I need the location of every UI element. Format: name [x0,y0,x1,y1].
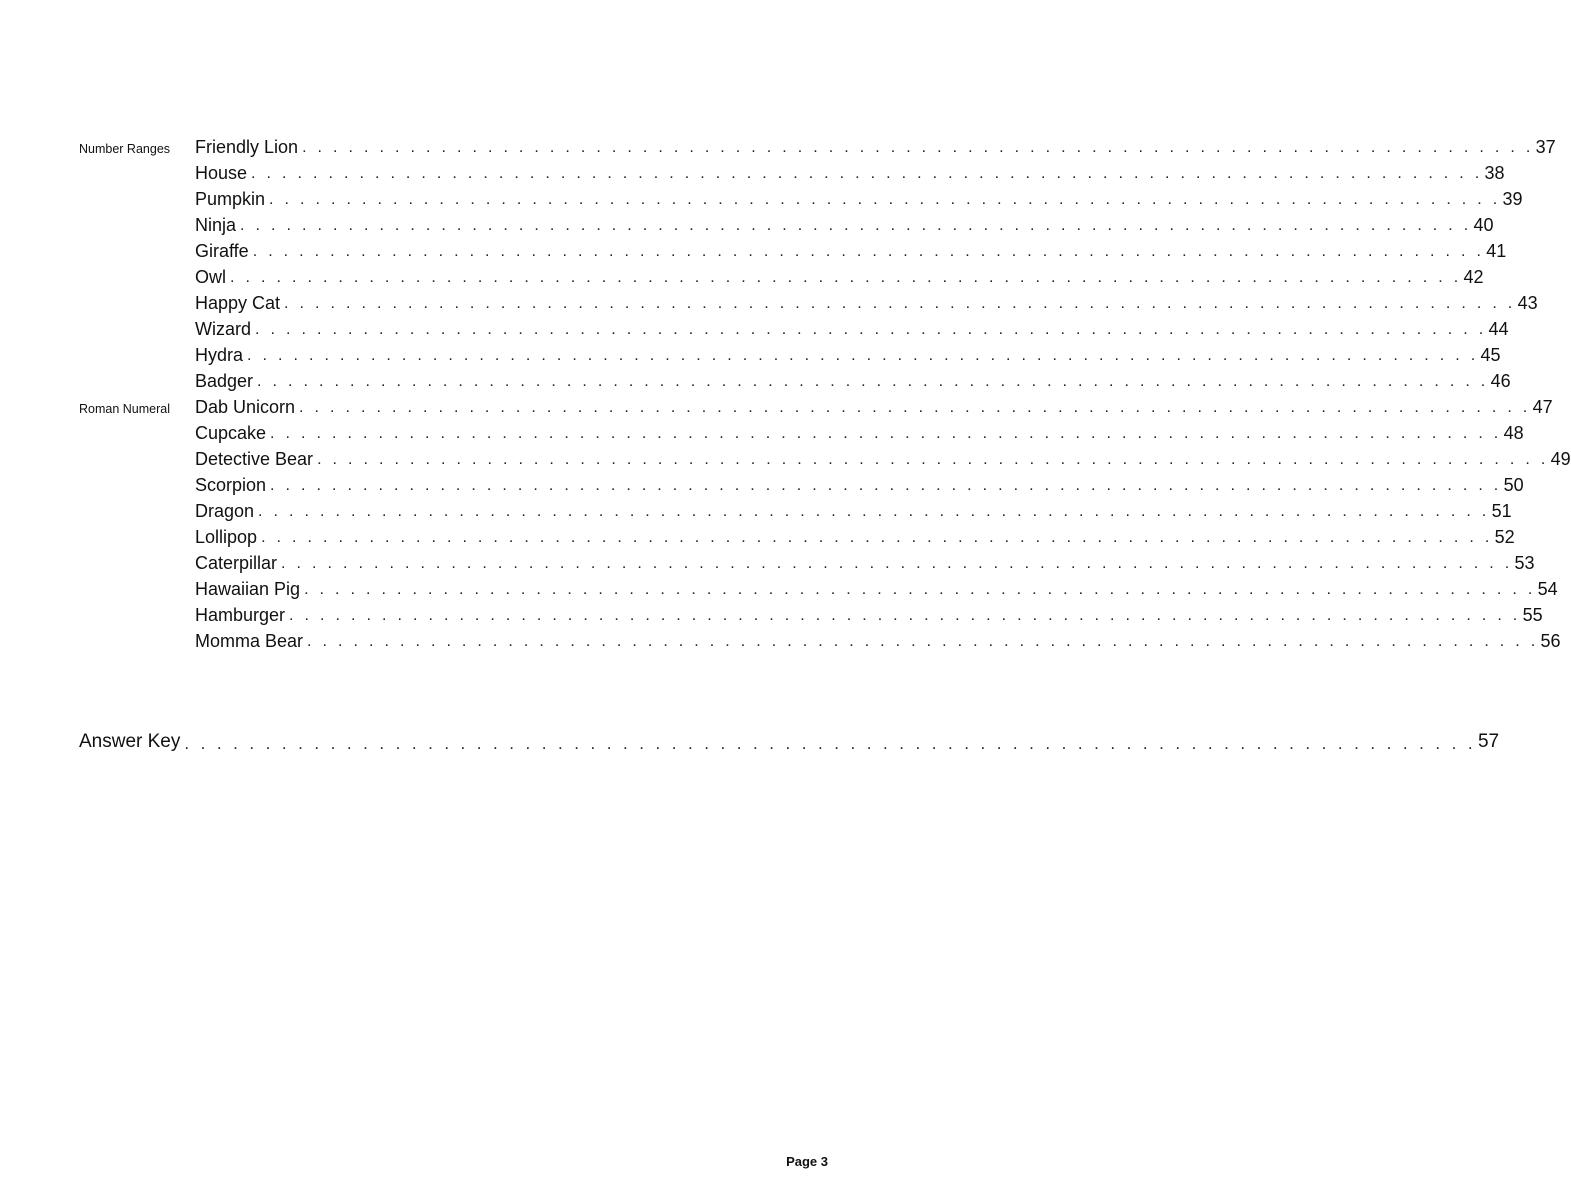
toc-row[interactable] [0,602,1543,628]
dot-leader: . . . . . . . . . . . . . . . . . . . . . . . . . . . . . . . . . . . . . . . . . . . . . . . . . . . . . . . . . . . . . . . . . . . . . . . . . . . . . . . . [269,191,1501,208]
toc-row[interactable] [0,186,1523,212]
entry-page: 54 [1537,579,1558,599]
entry-title: Lollipop [195,527,258,547]
dot-leader: . . . . . . . . . . . . . . . . . . . . . . . . . . . . . . . . . . . . . . . . . . . . . . . . . . . . . . . . . . . . . . . . . . . . . . . . . . . . . . . . [307,633,1539,650]
toc-row[interactable] [0,420,1524,446]
dot-leader: . . . . . . . . . . . . . . . . . . . . . . . . . . . . . . . . . . . . . . . . . . . . . . . . . . . . . . . . . . . . . . . . . . . . . . . . . . . . . . . . [302,139,1534,156]
entry-page: 40 [1473,215,1494,235]
toc-row[interactable] [0,368,1511,394]
entry-title: Cupcake [195,423,267,443]
dot-leader: . . . . . . . . . . . . . . . . . . . . . . . . . . . . . . . . . . . . . . . . . . . . . . . . . . . . . . . . . . . . . . . . . . . . . . . . . . . . . . . . [257,373,1489,390]
entry-page: 55 [1522,605,1543,625]
entry-page: 45 [1480,345,1501,365]
entry-page: 37 [1535,137,1556,157]
entry-title: Dab Unicorn [195,397,296,417]
dot-leader: . . . . . . . . . . . . . . . . . . . . . . . . . . . . . . . . . . . . . . . . . . . . . . . . . . . . . . . . . . . . . . . . . . . . . . . . . . . . . . . . [240,217,1472,234]
dot-leader: . . . . . . . . . . . . . . . . . . . . . . . . . . . . . . . . . . . . . . . . . . . . . . . . . . . . . . . . . . . . . . . . . . . . . . . . . . . . . . . . [299,399,1531,416]
entry-title: Hydra [195,345,244,365]
dot-leader: . . . . . . . . . . . . . . . . . . . . . . . . . . . . . . . . . . . . . . . . . . . . . . . . . . . . . . . . . . . . . . . . . . . . . . . . . . . . . . . . [270,425,1502,442]
entry-page: 49 [1550,449,1571,469]
dot-leader: . . . . . . . . . . . . . . . . . . . . . . . . . . . . . . . . . . . . . . . . . . . . . . . . . . . . . . . . . . . . . . . . . . . . . . . . . . . . . . . . [281,555,1513,572]
dot-leader: . . . . . . . . . . . . . . . . . . . . . . . . . . . . . . . . . . . . . . . . . . . . . . . . . . . . . . . . . . . . . . . . . . . . . . . . . . . . . . . . [247,347,1479,364]
toc-row[interactable] [0,498,1512,524]
entry-page: 53 [1514,553,1535,573]
section-label: Roman Numeral [79,402,171,416]
entry-title: Dragon [195,501,255,521]
entry-title: Hawaiian Pig [195,579,301,599]
entry-page: 39 [1502,189,1523,209]
section-label: Number Ranges [79,142,171,156]
dot-leader: . . . . . . . . . . . . . . . . . . . . . . . . . . . . . . . . . . . . . . . . . . . . . . . . . . . . . . . . . . . . . . . . . . . . . . . . . . . . . . . . [261,529,1493,546]
entry-page: 38 [1484,163,1505,183]
entry-title: Wizard [195,319,252,339]
answer-key-title: Answer Key [79,731,181,752]
entry-page: 51 [1491,501,1512,521]
entry-title: Pumpkin [195,189,266,209]
toc-row[interactable] [0,212,1494,238]
toc-row[interactable] [0,238,1507,264]
dot-leader: . . . . . . . . . . . . . . . . . . . . . . . . . . . . . . . . . . . . . . . . . . . . . . . . . . . . . . . . . . . . . . . . . . . . . . . . . . . . . . . . [258,503,1490,520]
entry-title: Friendly Lion [195,137,299,157]
toc-row[interactable] [0,342,1501,368]
entry-title: Owl [195,267,226,287]
entry-page: 42 [1463,267,1484,287]
dot-leader: . . . . . . . . . . . . . . . . . . . . . . . . . . . . . . . . . . . . . . . . . . . . . . . . . . . . . . . . . . . . . . . . . . . . . . . . . . . . . . . . [252,243,1485,260]
dot-leader: . . . . . . . . . . . . . . . . . . . . . . . . . . . . . . . . . . . . . . . . . . . . . . . . . . . . . . . . . . . . . . . . . . . . . . . . . . . . . . . . [317,451,1549,468]
toc-row[interactable] [0,134,1556,160]
entry-page: 48 [1503,423,1524,443]
dot-leader: . . . . . . . . . . . . . . . . . . . . . . . . . . . . . . . . . . . . . . . . . . . . . . . . . . . . . . . . . . . . . . . . . . . . . . . . . . . . . . . . [270,477,1502,494]
toc-row[interactable] [0,472,1524,498]
dot-leader: . . . . . . . . . . . . . . . . . . . . . . . . . . . . . . . . . . . . . . . . . . . . . . . . . . . . . . . . . . . . . . . . . . . . . . . . . . . . . . . . [304,581,1536,598]
entry-title: Momma Bear [195,631,304,651]
dot-leader: . . . . . . . . . . . . . . . . . . . . . . . . . . . . . . . . . . . . . . . . . . . . . . . . . . . . . . . . . . . . . . . . . . . . . . . . . . . . . . . . [284,295,1516,312]
table-of-contents [0,134,1571,654]
toc-row[interactable] [0,628,1561,654]
dot-leader: . . . . . . . . . . . . . . . . . . . . . . . . . . . . . . . . . . . . . . . . . . . . . . . . . . . . . . . . . . . . . . . . . . . . . . . . . . . . . . . . [289,607,1521,624]
toc-row[interactable] [0,394,1553,420]
entry-page: 56 [1540,631,1561,651]
toc-row[interactable] [0,550,1535,576]
dot-leader: . . . . . . . . . . . . . . . . . . . . . . . . . . . . . . . . . . . . . . . . . . . . . . . . . . . . . . . . . . . . . . . . . . . . . . . . . . . . . . . . [230,269,1462,286]
entry-title: Badger [195,371,254,391]
entry-page: 52 [1494,527,1515,547]
dot-leader: . . . . . . . . . . . . . . . . . . . . . . . . . . . . . . . . . . . . . . . . . . . . . . . . . . . . . . . . . . . . . . . . . . . . . . . . . . . . . . . . [255,321,1487,338]
entry-page: 50 [1503,475,1524,495]
entry-title: Scorpion [195,475,267,495]
answer-key-entry[interactable] [79,730,1500,754]
entry-page: 47 [1532,397,1553,417]
entry-page: 41 [1486,241,1507,261]
answer-key-page: 57 [1477,731,1500,752]
page-number: Page 3 [786,1154,828,1169]
entry-page: 43 [1517,293,1538,313]
entry-title: Happy Cat [195,293,281,313]
toc-row[interactable] [0,446,1571,472]
toc-row[interactable] [0,290,1538,316]
entry-title: Hamburger [195,605,286,625]
entry-page: 44 [1488,319,1509,339]
toc-row[interactable] [0,264,1484,290]
entry-title: Detective Bear [195,449,314,469]
entry-title: Caterpillar [195,553,278,573]
entry-title: Giraffe [195,241,249,261]
dot-leader: . . . . . . . . . . . . . . . . . . . . . . . . . . . . . . . . . . . . . . . . . . . . . . . . . . . . . . . . . . . . . . . . . . . . . . . . . . . . . . . . [184,734,1476,753]
toc-row[interactable] [0,160,1505,186]
entry-page: 46 [1490,371,1511,391]
toc-row[interactable] [0,576,1558,602]
toc-row[interactable] [0,524,1515,550]
dot-leader: . . . . . . . . . . . . . . . . . . . . . . . . . . . . . . . . . . . . . . . . . . . . . . . . . . . . . . . . . . . . . . . . . . . . . . . . . . . . . . . . [251,165,1483,182]
entry-title: House [195,163,248,183]
entry-title: Ninja [195,215,237,235]
toc-row[interactable] [0,316,1509,342]
